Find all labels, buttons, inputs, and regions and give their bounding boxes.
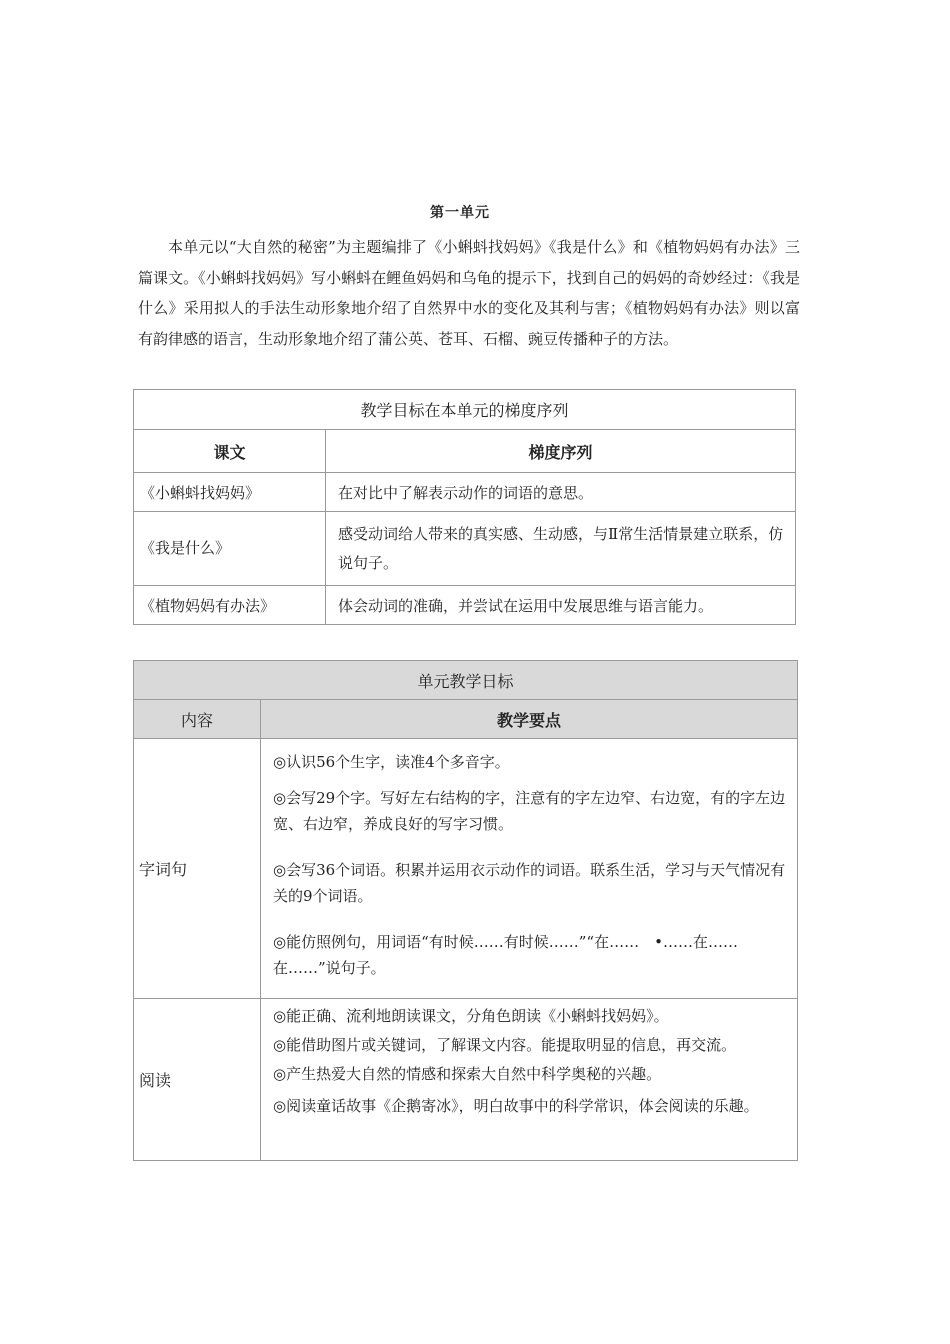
sequence-cell: 感受动词给人带来的真实感、生动感，与Ⅱ常生活情景建立联系，仿说句子。	[326, 512, 796, 586]
table-row	[134, 473, 796, 512]
table-row	[134, 739, 798, 999]
table-row	[134, 999, 798, 1161]
goal-point: ◎产生热爱大自然的情感和探索大自然中科学奥秘的兴趣。	[273, 1065, 662, 1083]
intro-text: 本单元以“大自然的秘密”为主题编排了《小蝌蚪找妈妈》《我是什么》和《植物妈妈有办法》三篇课文。《小蝌蚪找妈妈》写小蝌蚪在鲤鱼妈妈和乌龟的提示下，找到自己的妈妈的奇妙经过：《我是什么》采用拟人的手法生动形象地介绍了自然界中水的变化及其利与害；《植物妈妈有办法》则以富有韵律感的语言，生动形象地介绍了蒲公英、苍耳、石榴、豌豆传播种子的方法。	[138, 238, 800, 348]
column-header-content: 内容	[134, 700, 261, 739]
section-points	[261, 999, 798, 1161]
lesson-cell: 《小蝌蚪找妈妈》	[134, 473, 326, 512]
sequence-cell: 在对比中了解表示动作的词语的意思。	[326, 473, 796, 512]
goal-point: ◎能正确、流利地朗读课文，分角色朗读《小蝌蚪找妈妈》。	[273, 1007, 669, 1025]
column-header-sequence: 梯度序列	[326, 430, 796, 473]
table-row	[134, 512, 796, 586]
intro-paragraph	[138, 232, 800, 354]
lesson-cell: 《植物妈妈有办法》	[134, 586, 326, 625]
goal-point: ◎能借助图片或关键词，了解课文内容。能提取明显的信息，再交流。	[273, 1036, 737, 1054]
page-title: 第一单元	[430, 205, 490, 221]
table-caption: 教学目标在本单元的梯度序列	[134, 390, 796, 430]
sequence-cell: 体会动词的准确，并尝试在运用中发展思维与语言能力。	[326, 586, 796, 625]
gradient-sequence-table	[133, 389, 796, 625]
column-header-points: 教学要点	[261, 700, 798, 739]
column-header-lesson: 课文	[134, 430, 326, 473]
table-caption: 单元教学日标	[134, 661, 798, 700]
section-label: 阅读	[134, 999, 261, 1161]
goal-point: ◎阅读童话故事《企鹅寄冰》，明白故事中的科学常识，体会阅读的乐趣。	[273, 1097, 759, 1115]
section-points	[261, 739, 798, 999]
table-row	[134, 586, 796, 625]
goal-point: ◎认识56个生字，读准4个多音字。	[273, 753, 510, 771]
goal-point: ◎能仿照例句，用词语“有时候……有时候……”“在…… •……在……在……”说句子。	[273, 933, 738, 977]
section-label: 字词句	[134, 739, 261, 999]
goal-point: ◎会写29个字。写好左右结构的字，注意有的字左边窄、右边宽，有的字左边宽、右边窄，养成良好的写字习惯。	[273, 789, 786, 833]
lesson-cell: 《我是什么》	[134, 512, 326, 586]
goal-point: ◎会写36个词语。积累并运用衣示动作的词语。联系生活，学习与天气情况有关的9个词语。	[273, 861, 786, 905]
unit-goals-table	[133, 660, 798, 1161]
